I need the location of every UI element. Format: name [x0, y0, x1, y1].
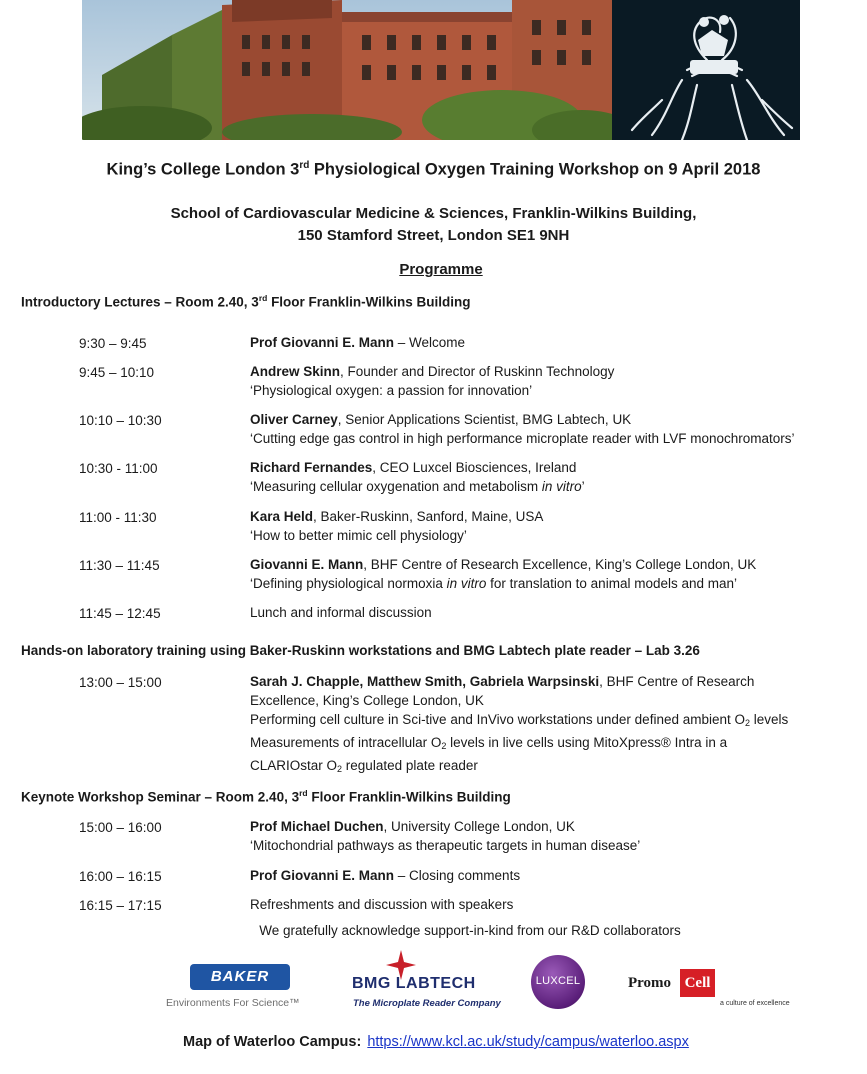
session-details	[250, 603, 865, 622]
session-details	[250, 362, 865, 400]
title-ordinal: rd	[299, 160, 310, 171]
title-prefix: King’s College London 3	[106, 160, 300, 179]
speaker-info: , CEO Luxcel Biosciences, Ireland	[372, 460, 577, 475]
session-activity	[250, 733, 865, 756]
section-keynote-prefix: Keynote Workshop Seminar – Room 2.40, 3	[21, 789, 300, 805]
session-time: 11:00 - 11:30	[79, 510, 157, 525]
speaker-name: Giovanni E. Mann	[250, 557, 364, 572]
activity-text: levels in live cells using MitoXpress® Intra in a	[446, 735, 728, 750]
talk-title: ‘How to better mimic cell physiology’	[250, 528, 467, 543]
section-intro-title	[21, 293, 470, 310]
speaker-info: – Closing comments	[394, 868, 521, 883]
section-keynote-suffix: Floor Franklin-Wilkins Building	[307, 789, 511, 805]
speaker-info: , Senior Applications Scientist, BMG Labtech, UK	[337, 412, 632, 427]
section-intro-suffix: Floor Franklin-Wilkins Building	[267, 294, 471, 310]
session-time: 11:45 – 12:45	[79, 606, 161, 621]
session-speaker-line	[250, 507, 865, 526]
session-time: 10:30 - 11:00	[79, 461, 158, 476]
activity-text: CLARIOstar O	[250, 758, 338, 773]
bmg-tagline: The Microplate Reader Company	[353, 998, 501, 1009]
speaker-info: – Welcome	[394, 335, 466, 350]
session-speaker-line	[250, 555, 865, 574]
speaker-name: Prof Michael Duchen	[250, 819, 384, 834]
programme-heading: Programme	[399, 261, 483, 278]
speaker-name: Oliver Carney	[250, 412, 338, 427]
talk-title-part: for translation to animal models and man’	[486, 576, 738, 591]
subscript: 2	[745, 718, 751, 728]
speaker-name: Kara Held	[250, 509, 314, 524]
campus-map-line	[183, 1034, 689, 1050]
session-time: 16:15 – 17:15	[79, 898, 162, 913]
talk-title: ‘Mitochondrial pathways as therapeutic targets in human disease’	[250, 838, 641, 853]
header-banner	[82, 0, 800, 140]
session-time: 15:00 – 16:00	[79, 820, 162, 835]
activity-text: levels	[750, 712, 789, 727]
session-time: 13:00 – 15:00	[79, 675, 162, 690]
talk-title: ‘Physiological oxygen: a passion for innovation’	[250, 383, 533, 398]
talk-title	[250, 477, 865, 496]
baker-tagline: Environments For Science™	[166, 997, 300, 1009]
session-time: 16:00 – 16:15	[79, 869, 162, 884]
section-intro-prefix: Introductory Lectures – Room 2.40, 3	[21, 294, 259, 310]
speaker-affiliation: Excellence, King’s College London, UK	[250, 693, 484, 708]
session-details	[250, 895, 865, 914]
promocell-logo-word: Promo	[628, 975, 672, 991]
venue-line-1: School of Cardiovascular Medicine & Sciences, Franklin-Wilkins Building,	[170, 205, 697, 222]
speaker-info: , BHF Centre of Research	[599, 674, 755, 689]
luxcel-logo: LUXCEL	[531, 955, 585, 1009]
session-speaker-line	[250, 362, 865, 381]
talk-title-italic: in vitro	[446, 576, 487, 591]
section-keynote-title	[21, 788, 511, 805]
kcl-crest-icon	[612, 0, 800, 140]
session-time: 11:30 – 11:45	[79, 558, 160, 573]
session-details	[250, 458, 865, 496]
baker-logo: BAKER	[190, 964, 290, 990]
activity-text: regulated plate reader	[342, 758, 478, 773]
subscript: 2	[441, 741, 447, 751]
title-suffix: Physiological Oxygen Training Workshop on 9 April 2018	[309, 160, 761, 179]
talk-title	[250, 574, 865, 593]
session-speaker-line	[250, 866, 865, 885]
campus-building-photo	[82, 0, 612, 140]
map-label: Map of Waterloo Campus:	[183, 1034, 362, 1050]
session-speaker-line	[250, 672, 865, 691]
speaker-info: , Baker-Ruskinn, Sanford, Maine, USA	[313, 509, 544, 524]
subscript: 2	[337, 764, 343, 774]
speaker-info: , Founder and Director of Ruskinn Technology	[340, 364, 615, 379]
venue-address	[0, 203, 867, 247]
speaker-name: Richard Fernandes	[250, 460, 373, 475]
sponsor-acknowledgement: We gratefully acknowledge support-in-kind from our R&D collaborators	[259, 923, 681, 938]
talk-title: ‘Cutting edge gas control in high performance microplate reader with LVF monochromators’	[250, 431, 795, 446]
talk-title-part: ’	[581, 479, 585, 494]
session-details	[250, 410, 865, 448]
session-time: 9:30 – 9:45	[79, 336, 147, 351]
session-speaker-line	[250, 458, 865, 477]
speaker-name: Andrew Skinn	[250, 364, 341, 379]
venue-line-2: 150 Stamford Street, London SE1 9NH	[297, 227, 570, 244]
session-speaker-line	[250, 333, 865, 352]
session-activity	[250, 756, 865, 779]
section-handson-title: Hands-on laboratory training using Baker-Ruskinn workstations and BMG Labtech plate reader – Lab 3.26	[21, 643, 700, 658]
session-details	[250, 672, 865, 779]
session-description: Refreshments and discussion with speakers	[250, 897, 514, 912]
bmg-labtech-logo: BMG LABTECH	[352, 975, 476, 992]
session-time: 10:10 – 10:30	[79, 413, 162, 428]
promocell-tagline: a culture of excellence	[720, 1000, 790, 1007]
section-keynote-ordinal: rd	[299, 788, 308, 798]
session-details	[250, 333, 865, 352]
speaker-info: , University College London, UK	[383, 819, 575, 834]
talk-title-italic: in vitro	[541, 479, 582, 494]
speaker-name: Prof Giovanni E. Mann	[250, 868, 395, 883]
section-intro-ordinal: rd	[258, 293, 268, 303]
session-speaker-line	[250, 817, 865, 836]
session-details	[250, 866, 865, 885]
session-details	[250, 817, 865, 855]
talk-title-part: ‘Measuring cellular oxygenation and metabolism	[250, 479, 542, 494]
session-time: 9:45 – 10:10	[79, 365, 155, 380]
workshop-title	[0, 160, 867, 180]
session-description: Lunch and informal discussion	[250, 605, 432, 620]
campus-map-link[interactable]: https://www.kcl.ac.uk/study/campus/waterloo.aspx	[367, 1034, 689, 1050]
talk-title-part: ‘Defining physiological normoxia	[250, 576, 447, 591]
speaker-name: Prof Giovanni E. Mann	[250, 335, 395, 350]
session-details	[250, 555, 865, 593]
session-speaker-line	[250, 410, 865, 429]
speaker-names: Sarah J. Chapple, Matthew Smith, Gabriela Warpsinski	[250, 674, 600, 689]
activity-text: Measurements of intracellular O	[250, 735, 442, 750]
kcl-crest-panel	[612, 0, 800, 140]
session-details	[250, 507, 865, 545]
activity-text: Performing cell culture in Sci-tive and InVivo workstations under defined ambient O	[250, 712, 745, 727]
session-activity	[250, 710, 865, 733]
speaker-info: , BHF Centre of Research Excellence, King’s College London, UK	[363, 557, 757, 572]
promocell-logo-cell: Cell	[680, 969, 715, 997]
